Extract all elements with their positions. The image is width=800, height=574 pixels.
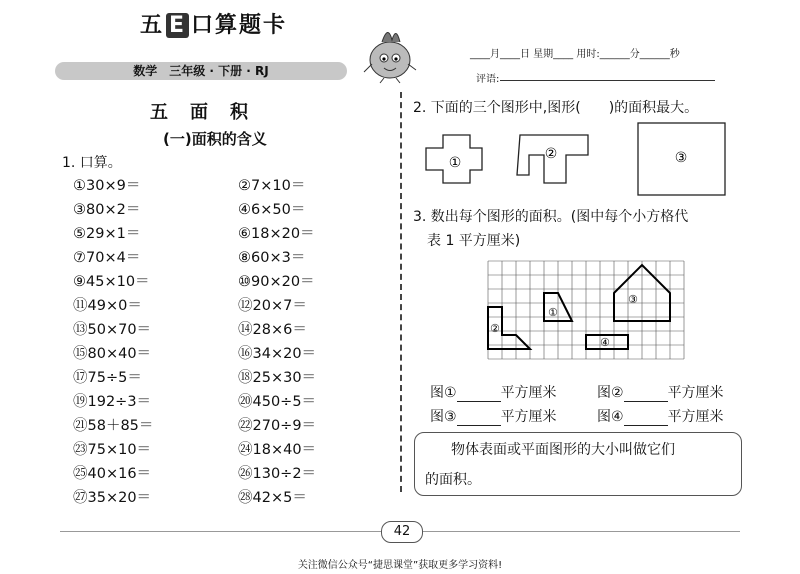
arithmetic-problem: ⑧60×3＝ xyxy=(238,250,306,266)
arithmetic-problem: ①30×9＝ xyxy=(73,178,141,194)
answer-4-prefix: 图④ xyxy=(597,409,624,425)
q3-answer-1 xyxy=(430,382,557,402)
arithmetic-problem: ②7×10＝ xyxy=(238,178,306,194)
mascot-icon xyxy=(360,20,418,84)
arithmetic-problem: ⑳450÷5＝ xyxy=(238,394,317,410)
q1-problem-list xyxy=(73,174,383,510)
arithmetic-problem: ④6×50＝ xyxy=(238,202,306,218)
answer-3-blank[interactable] xyxy=(457,411,501,426)
arithmetic-problem: ③80×2＝ xyxy=(73,202,141,218)
arithmetic-problem: ⑰75÷5＝ xyxy=(73,370,142,386)
q2-shapes xyxy=(420,120,740,200)
arithmetic-problem: ㉓75×10＝ xyxy=(73,442,152,458)
section-title: 五面积 xyxy=(150,102,270,123)
definition-note xyxy=(414,432,742,496)
answer-2-unit: 平方厘米 xyxy=(667,385,724,401)
q2-text: 2. 下面的三个图形中,图形( )的面积最大。 xyxy=(413,100,699,116)
q2-shape-2-label: ② xyxy=(544,146,558,162)
q3-shape-2-label: ② xyxy=(490,322,500,335)
answer-1-blank[interactable] xyxy=(457,387,501,402)
arithmetic-problem: ⑩90×20＝ xyxy=(238,274,315,290)
arithmetic-problem: ⑪49×0＝ xyxy=(73,298,142,314)
brand-letter: E xyxy=(166,13,189,38)
column-divider xyxy=(400,92,402,492)
answer-2-blank[interactable] xyxy=(624,387,668,402)
q3-answer-2 xyxy=(597,382,724,402)
answer-1-unit: 平方厘米 xyxy=(500,385,557,401)
arithmetic-problem: ⑥18×20＝ xyxy=(238,226,315,242)
brand-rest: 口算题卡 xyxy=(191,13,288,38)
answer-4-blank[interactable] xyxy=(624,411,668,426)
q2-shape-3-label: ③ xyxy=(674,150,688,166)
q3-shape-4-label: ④ xyxy=(600,336,610,349)
comment-line[interactable] xyxy=(500,80,715,81)
q3-answer-3 xyxy=(430,406,557,426)
answer-3-unit: 平方厘米 xyxy=(500,409,557,425)
arithmetic-problem: ㉘42×5＝ xyxy=(238,490,307,506)
date-time-line: ____月____日 星期____ 用时:______分______秒 xyxy=(470,49,680,60)
arithmetic-problem: ⑮80×40＝ xyxy=(73,346,152,362)
q2-shape-1-label: ① xyxy=(448,155,462,171)
note-line-1: 物体表面或平面图形的大小叫做它们 xyxy=(451,442,675,458)
q3-shape-1-label: ① xyxy=(548,306,558,319)
answer-4-unit: 平方厘米 xyxy=(667,409,724,425)
answer-3-prefix: 图③ xyxy=(430,409,457,425)
q3-grid xyxy=(485,258,685,368)
arithmetic-problem: ⑦70×4＝ xyxy=(73,250,141,266)
arithmetic-problem: ⑬50×70＝ xyxy=(73,322,152,338)
arithmetic-problem: ㉖130÷2＝ xyxy=(238,466,317,482)
footer-text: 关注微信公众号“捷思课堂”获取更多学习资料! xyxy=(297,560,503,571)
arithmetic-problem: ⑲192÷3＝ xyxy=(73,394,152,410)
q3-text-line1: 3. 数出每个图形的面积。(图中每个小方格代 xyxy=(413,209,689,225)
q3-shape-3-label: ③ xyxy=(628,293,638,306)
arithmetic-problem: ㉔18×40＝ xyxy=(238,442,317,458)
answer-2-prefix: 图② xyxy=(597,385,624,401)
section-subtitle: (一)面积的含义 xyxy=(163,130,267,148)
arithmetic-problem: ㉑58＋85＝ xyxy=(73,418,154,434)
brand-main: 五 xyxy=(140,13,165,38)
page-number: 42 xyxy=(381,521,423,543)
arithmetic-problem: ㉗35×20＝ xyxy=(73,490,152,506)
subject-bar: 数学 三年级 · 下册 · RJ xyxy=(55,62,347,80)
arithmetic-problem: ⑱25×30＝ xyxy=(238,370,317,386)
arithmetic-problem: ㉒270÷9＝ xyxy=(238,418,317,434)
arithmetic-problem: ⑭28×6＝ xyxy=(238,322,307,338)
q3-answer-4 xyxy=(597,406,724,426)
arithmetic-problem: ⑨45×10＝ xyxy=(73,274,150,290)
q1-label: 1. 口算。 xyxy=(62,155,122,171)
arithmetic-problem: ⑤29×1＝ xyxy=(73,226,141,242)
comment-label: 评语: xyxy=(476,74,500,85)
arithmetic-problem: ㉕40×16＝ xyxy=(73,466,152,482)
answer-1-prefix: 图① xyxy=(430,385,457,401)
brand-title xyxy=(140,8,287,39)
arithmetic-problem: ⑫20×7＝ xyxy=(238,298,307,314)
note-line-2: 的面积。 xyxy=(425,472,481,488)
arithmetic-problem: ⑯34×20＝ xyxy=(238,346,317,362)
q3-text-line2: 表 1 平方厘米) xyxy=(427,233,521,249)
